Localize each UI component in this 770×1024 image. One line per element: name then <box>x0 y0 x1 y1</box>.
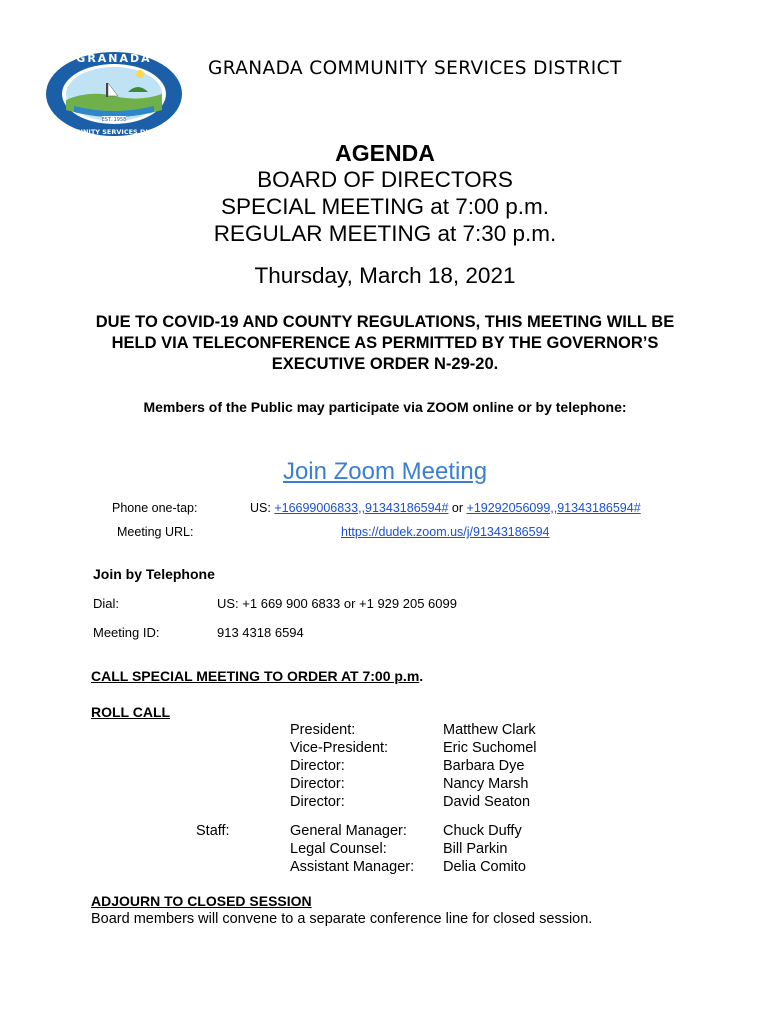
name-director: Barbara Dye <box>443 758 525 774</box>
dial-value: US: +1 669 900 6833 or +1 929 205 6099 <box>217 596 457 611</box>
meeting-id-value: 913 4318 6594 <box>217 625 304 640</box>
meeting-url-label: Meeting URL: <box>117 525 194 539</box>
join-by-telephone-heading: Join by Telephone <box>93 566 215 582</box>
phone-one-tap-link-2[interactable]: +19292056099,,91343186594# <box>466 501 641 515</box>
director-roles <box>290 721 388 811</box>
district-logo <box>44 50 184 138</box>
role-president: President: <box>290 722 356 738</box>
covid-notice-line-2: HELD VIA TELECONFERENCE AS PERMITTED BY THE GOVERNOR’S <box>111 334 659 352</box>
staff-names <box>443 822 526 876</box>
call-to-order-period: . <box>419 668 424 684</box>
dial-label: Dial: <box>93 596 120 611</box>
phone-one-tap-label: Phone one-tap: <box>112 501 198 515</box>
covid-notice <box>0 312 770 375</box>
covid-notice-line-1: DUE TO COVID-19 AND COUNTY REGULATIONS, THIS MEETING WILL BE <box>95 313 675 331</box>
join-zoom-label[interactable]: Join Zoom Meeting <box>282 458 488 485</box>
role-legal-counsel: Legal Counsel: <box>290 841 387 857</box>
name-general-manager: Chuck Duffy <box>443 823 522 839</box>
agenda-title: AGENDA <box>335 140 435 166</box>
adjourn-text: Board members will convene to a separate conference line for closed session. <box>91 911 593 927</box>
join-zoom-link[interactable] <box>0 458 770 486</box>
role-director: Director: <box>290 794 345 810</box>
role-vice-president: Vice-President: <box>290 740 389 756</box>
role-director: Director: <box>290 758 345 774</box>
logo-top-text: GRANADA <box>76 52 152 65</box>
logo-bottom-text: COMMUNITY SERVICES DISTRICT <box>54 128 174 136</box>
name-assistant-manager: Delia Comito <box>443 859 526 875</box>
call-to-order-text: CALL SPECIAL MEETING TO ORDER AT 7:00 p.m <box>91 668 420 684</box>
meeting-id-label: Meeting ID: <box>93 625 160 640</box>
special-meeting-time: SPECIAL MEETING at 7:00 p.m. <box>220 194 550 219</box>
role-assistant-manager: Assistant Manager: <box>290 859 415 875</box>
director-names <box>443 721 536 811</box>
logo-est-text: EST. 1958 <box>101 117 127 123</box>
roll-call-heading: ROLL CALL <box>91 704 171 720</box>
phone-or: or <box>448 501 467 515</box>
staff-roles <box>290 822 414 876</box>
phone-one-tap-link-1[interactable]: +16699006833,,91343186594# <box>274 501 449 515</box>
board-title: BOARD OF DIRECTORS <box>257 167 513 192</box>
call-to-order <box>91 668 423 684</box>
meeting-url-text[interactable]: https://dudek.zoom.us/j/91343186594 <box>341 525 550 539</box>
staff-label: Staff: <box>196 823 230 839</box>
covid-notice-line-3: EXECUTIVE ORDER N-29-20. <box>271 355 499 373</box>
name-vice-president: Eric Suchomel <box>443 740 537 756</box>
phone-one-tap-values <box>250 501 641 515</box>
district-name: GRANADA COMMUNITY SERVICES DISTRICT <box>208 58 622 79</box>
name-director: David Seaton <box>443 794 531 810</box>
role-general-manager: General Manager: <box>290 823 407 839</box>
name-director: Nancy Marsh <box>443 776 529 792</box>
adjourn-heading: ADJOURN TO CLOSED SESSION <box>91 893 312 909</box>
name-president: Matthew Clark <box>443 722 536 738</box>
regular-meeting-time: REGULAR MEETING at 7:30 p.m. <box>213 221 557 246</box>
district-seal-icon <box>44 50 184 138</box>
name-legal-counsel: Bill Parkin <box>443 841 508 857</box>
role-director: Director: <box>290 776 345 792</box>
meeting-date: Thursday, March 18, 2021 <box>254 263 516 288</box>
phone-prefix: US: <box>250 501 275 515</box>
meeting-url-link[interactable] <box>341 525 549 539</box>
public-participation-note: Members of the Public may participate via ZOOM online or by telephone: <box>143 399 627 415</box>
